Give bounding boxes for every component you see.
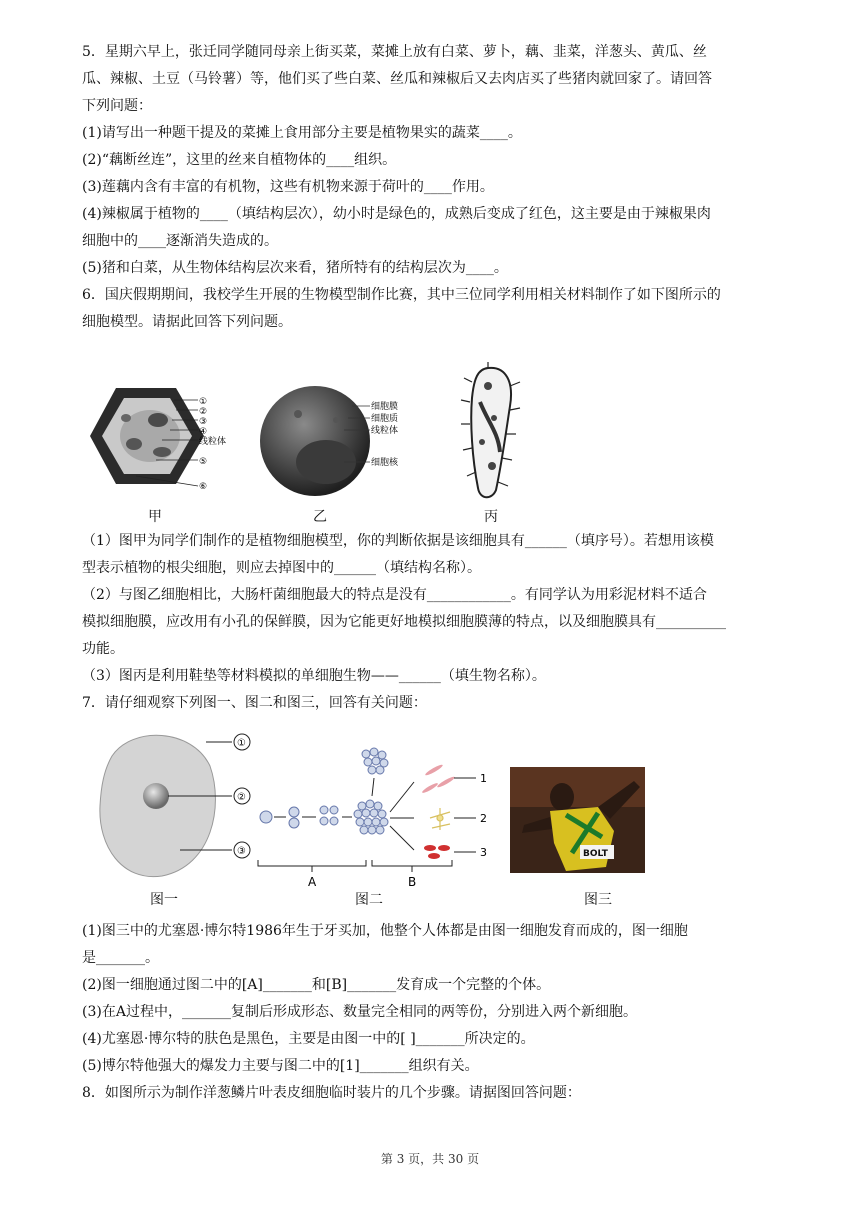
fig1-label-2: ② [237,792,246,803]
q6-sub-2c: 功能。 [82,641,124,657]
fig2-label-B: B [408,875,417,889]
q5-sub-4b: 细胞中的____逐渐消失造成的。 [82,233,278,249]
q7-sub-5: (5)博尔特他强大的爆发力主要与图二中的[1]_______组织有关。 [82,1058,479,1074]
caption-jia: 甲 [148,509,162,525]
q6-sub-2b: 模拟细胞膜，应改用有小孔的保鲜膜，因为它能更好地模拟细胞膜薄的特点，以及细胞膜具有__________ [82,614,726,630]
animal-cell-model-figure [258,384,438,502]
yi-label-cytoplasm: 细胞质 [371,414,399,424]
fig3-athlete-photo [510,767,645,873]
yi-label-nucleus: 细胞核 [371,458,399,468]
q8-line-1: 8．如图所示为制作洋葱鳞片叶表皮细胞临时装片的几个步骤。请据图回答问题： [82,1085,581,1101]
yi-label-membrane: 细胞膜 [371,402,399,412]
q6-sub-1a: （1）图甲为同学们制作的是植物细胞模型，你的判断依据是该细胞具有______（填序号）。若想用该模 [82,533,714,549]
jia-label-6: ⑥ [199,482,208,492]
q5-sub-1: (1)请写出一种题干提及的菜摊上食用部分主要是植物果实的蔬菜____。 [82,125,522,141]
nucleus-shape [143,783,169,809]
q7-sub-1b: 是_______。 [82,950,159,966]
fig1-label-3: ③ [237,846,246,857]
jia-label-mito: 线粒体 [199,437,226,447]
jia-label-2: ② [199,407,208,417]
jia-label-1: ① [199,397,208,407]
fig1-egg-cell-figure [92,726,262,886]
q7-sub-2: (2)图一细胞通过图二中的[A]_______和[B]_______发育成一个完整的个体。 [82,977,551,993]
caption-bing: 丙 [484,509,498,525]
caption-yi: 乙 [313,509,327,525]
yi-label-mito: 线粒体 [371,426,399,436]
jia-label-5: ⑤ [199,457,208,467]
photo-bib-text: BOLT [583,849,608,859]
q6-sub-3: （3）图丙是利用鞋垫等材料模拟的单细胞生物——______（填生物名称）。 [82,668,546,684]
fig1-label-1: ① [237,738,246,749]
page-footer: 第 3 页，共 30 页 [380,1152,480,1166]
plant-cell-model-figure [86,378,226,498]
q5-sub-2: (2)“藕断丝连”，这里的丝来自植物体的____组织。 [82,152,397,168]
q6-sub-1b: 型表示植物的根尖细胞，则应去掉图中的______（填结构名称）。 [82,560,481,576]
q6-line-1: 6．国庆假期期间，我校学生开展的生物模型制作比赛，其中三位同学利用相关材料制作了如下图所示的 [82,287,721,303]
fig2-cell-division-differentiation-figure [254,742,494,890]
caption-fig1: 图一 [150,892,178,908]
fig2-label-2: 2 [480,812,487,825]
q5-line-2: 瓜、辣椒、土豆（马铃薯）等，他们买了些白菜、丝瓜和辣椒后又去肉店买了些猪肉就回家了。请回答 [82,71,712,87]
fig2-label-1: 1 [480,772,487,785]
q6-line-2: 细胞模型。请据此回答下列问题。 [82,314,292,330]
q5-sub-3: (3)莲藕内含有丰富的有机物，这些有机物来源于荷叶的____作用。 [82,179,494,195]
q7-sub-1a: (1)图三中的尤塞恩·博尔特1986年生于牙买加，他整个人体都是由图一细胞发育而成的，图一细胞 [82,923,688,939]
q7-sub-4: (4)尤塞恩·博尔特的肤色是黑色，主要是由图一中的[ ]_______所决定的。 [82,1031,535,1047]
jia-label-3: ③ [199,417,208,427]
fig2-label-A: A [308,875,317,889]
fig2-label-3: 3 [480,846,487,859]
q5-line-1: 5．星期六早上，张迁同学随同母亲上街买菜，菜摊上放有白菜、萝卜，藕、韭菜，洋葱头、黄瓜、丝 [82,44,707,60]
jia-label-4: ④ [199,427,208,437]
q5-line-3: 下列问题： [82,98,152,114]
q5-sub-5: (5)猪和白菜，从生物体结构层次来看，猪所特有的结构层次为____。 [82,260,508,276]
q7-sub-3: (3)在A过程中，_______复制后形成形态、数量完全相同的两等份，分别进入两个新细胞。 [82,1004,637,1020]
single-cell-organism-model-figure [458,362,528,504]
q7-line-1: 7．请仔细观察下列图一、图二和图三，回答有关问题： [82,695,427,711]
caption-fig3: 图三 [584,892,612,908]
q6-sub-2a: （2）与图乙细胞相比，大肠杆菌细胞最大的特点是没有____________。有同学认为用彩泥材料不适合 [82,587,707,603]
caption-fig2: 图二 [355,892,383,908]
q5-sub-4a: (4)辣椒属于植物的____（填结构层次），幼小时是绿色的，成熟后变成了红色，这主要是由于辣椒果肉 [82,206,711,222]
